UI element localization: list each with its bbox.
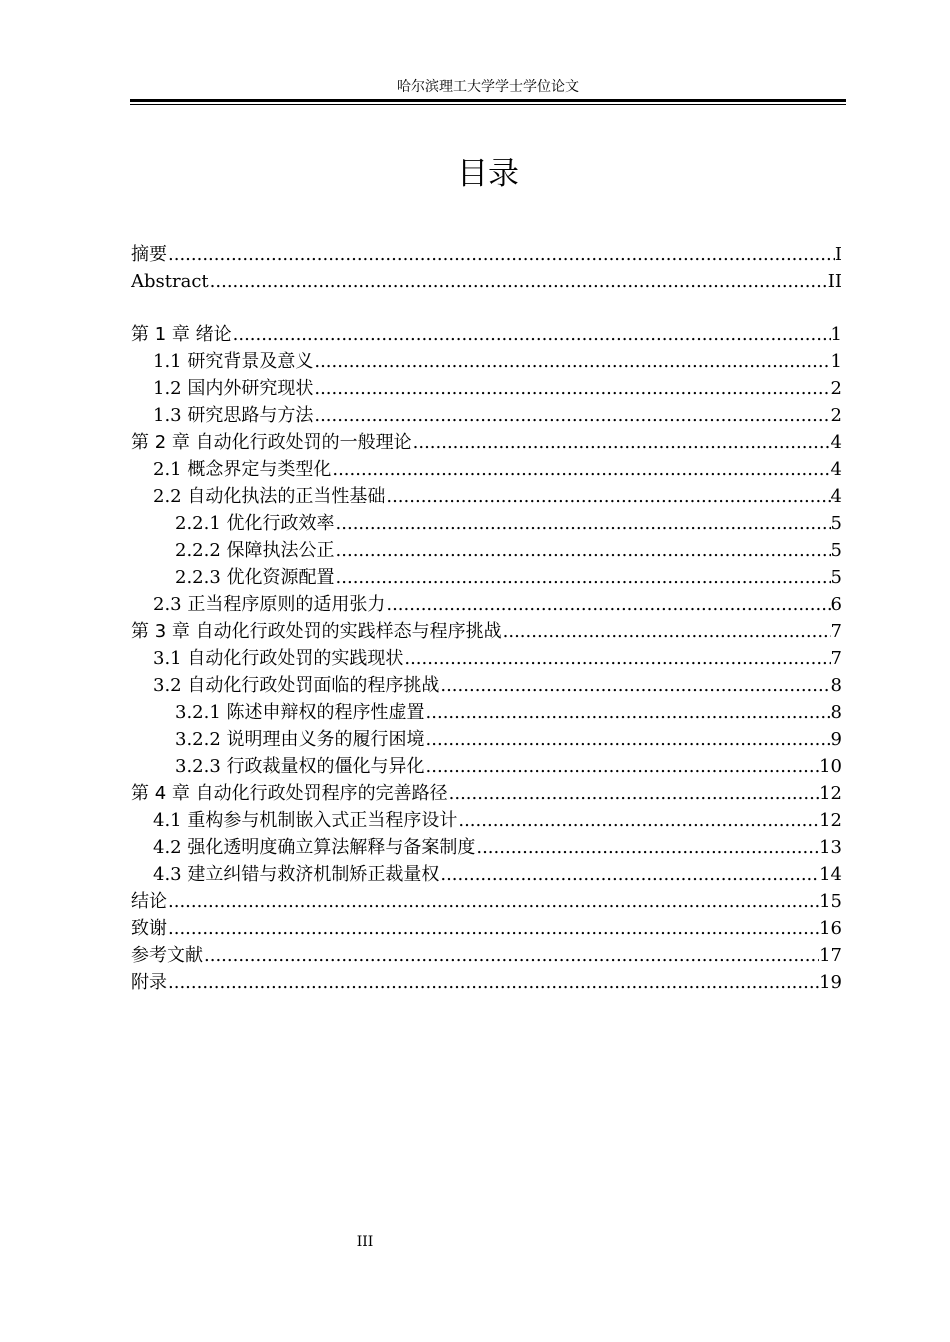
toc-entry-label: 第 4 章 自动化行政处罚程序的完善路径 [131,783,448,804]
toc-entry[interactable] [131,402,846,429]
toc-entry-page: 10 [819,756,842,777]
toc-entry-page: 5 [830,567,842,588]
toc-entry[interactable] [131,456,846,483]
toc-entry-label: 3.2.3 行政裁量权的僵化与异化 [175,756,425,777]
toc-entry-label: 致谢 [131,918,167,939]
toc-leader-dots [457,807,819,834]
page-title: 目录 [457,156,519,192]
toc-entry[interactable] [131,483,846,510]
toc-leader-dots [403,645,830,672]
toc-entry[interactable] [131,537,846,564]
toc-leader-dots [335,510,831,537]
toc-entry-label: 参考文献 [131,945,203,966]
toc-entry-label: 结论 [131,891,167,912]
toc-entry-label: 3.2.1 陈述申辩权的程序性虚置 [175,702,425,723]
page-number: III [356,1234,374,1250]
toc-leader-dots [167,969,819,996]
toc-entry-label: 2.1 概念界定与类型化 [153,459,332,480]
toc-entry-page: 8 [830,675,842,696]
toc-leader-dots [167,241,835,268]
toc-entry[interactable] [131,375,846,402]
toc-leader-dots [502,618,831,645]
toc-entry-label: 附录 [131,972,167,993]
toc-entry-label: 2.3 正当程序原则的适用张力 [153,594,386,615]
toc-entry[interactable] [131,726,846,753]
toc-leader-dots [232,321,831,348]
toc-entry[interactable] [131,780,846,807]
toc-entry-label: 1.1 研究背景及意义 [153,351,314,372]
toc-entry-label: 摘要 [131,244,167,265]
toc-entry-label: 2.2.2 保障执法公正 [175,540,335,561]
toc-entry-page: 5 [830,513,842,534]
toc-leader-dots [425,699,831,726]
toc-leader-dots [203,942,819,969]
toc-leader-dots [335,537,831,564]
toc-entry[interactable] [131,348,846,375]
toc-entry[interactable] [131,915,846,942]
toc-leader-dots [439,861,819,888]
toc-entry-label: 第 1 章 绪论 [131,324,232,345]
toc-entry[interactable] [131,807,846,834]
toc-entry-page: 13 [819,837,842,858]
toc-entry-label: Abstract [131,271,209,292]
toc-entry-label: 1.3 研究思路与方法 [153,405,314,426]
toc-leader-dots [448,780,819,807]
toc-entry-page: 16 [819,918,842,939]
toc-entry-page: 5 [830,540,842,561]
toc-entry-page: 1 [830,351,842,372]
toc-leader-dots [209,268,828,295]
toc-entry[interactable] [131,268,846,295]
toc-entry-page: 14 [819,864,842,885]
toc-leader-dots [412,429,831,456]
toc-entry-page: 1 [830,324,842,345]
toc-entry[interactable] [131,753,846,780]
toc-entry-page: 7 [830,621,842,642]
toc-leader-dots [425,726,831,753]
toc-leader-dots [167,915,819,942]
toc-entry-label: 4.2 强化透明度确立算法解释与备案制度 [153,837,476,858]
toc-entry-label: 第 3 章 自动化行政处罚的实践样态与程序挑战 [131,621,502,642]
toc-entry-label: 2.2 自动化执法的正当性基础 [153,486,386,507]
table-of-contents [131,241,846,996]
toc-leader-dots [425,753,820,780]
toc-leader-dots [313,402,830,429]
toc-entry-page: 19 [819,972,842,993]
toc-entry[interactable] [131,618,846,645]
toc-entry-label: 第 2 章 自动化行政处罚的一般理论 [131,432,412,453]
toc-entry-label: 3.1 自动化行政处罚的实践现状 [153,648,404,669]
toc-entry[interactable] [131,942,846,969]
toc-leader-dots [439,672,830,699]
toc-leader-dots [335,564,831,591]
toc-leader-dots [475,834,819,861]
toc-entry-page: 2 [830,405,842,426]
toc-entry-page: 15 [819,891,842,912]
toc-entry[interactable] [131,672,846,699]
toc-entry-page: 9 [830,729,842,750]
header-rule-thick [130,99,846,102]
toc-entry[interactable] [131,699,846,726]
toc-entry[interactable] [131,969,846,996]
toc-entry-page: 4 [830,432,842,453]
toc-entry-label: 2.2.3 优化资源配置 [175,567,335,588]
toc-entry[interactable] [131,591,846,618]
toc-leader-dots [313,348,830,375]
toc-entry[interactable] [131,321,846,348]
toc-entry-page: 4 [830,459,842,480]
toc-entry-page: 7 [830,648,842,669]
toc-entry[interactable] [131,564,846,591]
toc-entry-label: 3.2.2 说明理由义务的履行困境 [175,729,425,750]
toc-entry-page: 17 [819,945,842,966]
toc-entry[interactable] [131,429,846,456]
toc-entry[interactable] [131,645,846,672]
toc-entry[interactable] [131,861,846,888]
toc-entry[interactable] [131,834,846,861]
toc-leader-dots [331,456,830,483]
toc-entry-page: 12 [819,783,842,804]
header-rule-thin [130,104,846,105]
toc-leader-dots [167,888,819,915]
toc-leader-dots [313,375,830,402]
toc-entry-label: 2.2.1 优化行政效率 [175,513,335,534]
toc-entry-label: 3.2 自动化行政处罚面临的程序挑战 [153,675,440,696]
toc-entry-label: 4.3 建立纠错与救济机制矫正裁量权 [153,864,440,885]
toc-entry-page: 2 [830,378,842,399]
toc-leader-dots [385,483,830,510]
toc-entry-page: 8 [830,702,842,723]
toc-entry-page: II [827,271,842,292]
toc-entry-page: 4 [830,486,842,507]
toc-entry[interactable] [131,241,846,268]
toc-entry-page: I [834,244,842,265]
toc-entry-label: 4.1 重构参与机制嵌入式正当程序设计 [153,810,458,831]
toc-leader-dots [385,591,830,618]
toc-entry-page: 12 [819,810,842,831]
toc-entry-label: 1.2 国内外研究现状 [153,378,314,399]
toc-entry-page: 6 [830,594,842,615]
running-header-title: 哈尔滨理工大学学士学位论文 [397,79,579,95]
toc-entry[interactable] [131,888,846,915]
toc-entry[interactable] [131,510,846,537]
